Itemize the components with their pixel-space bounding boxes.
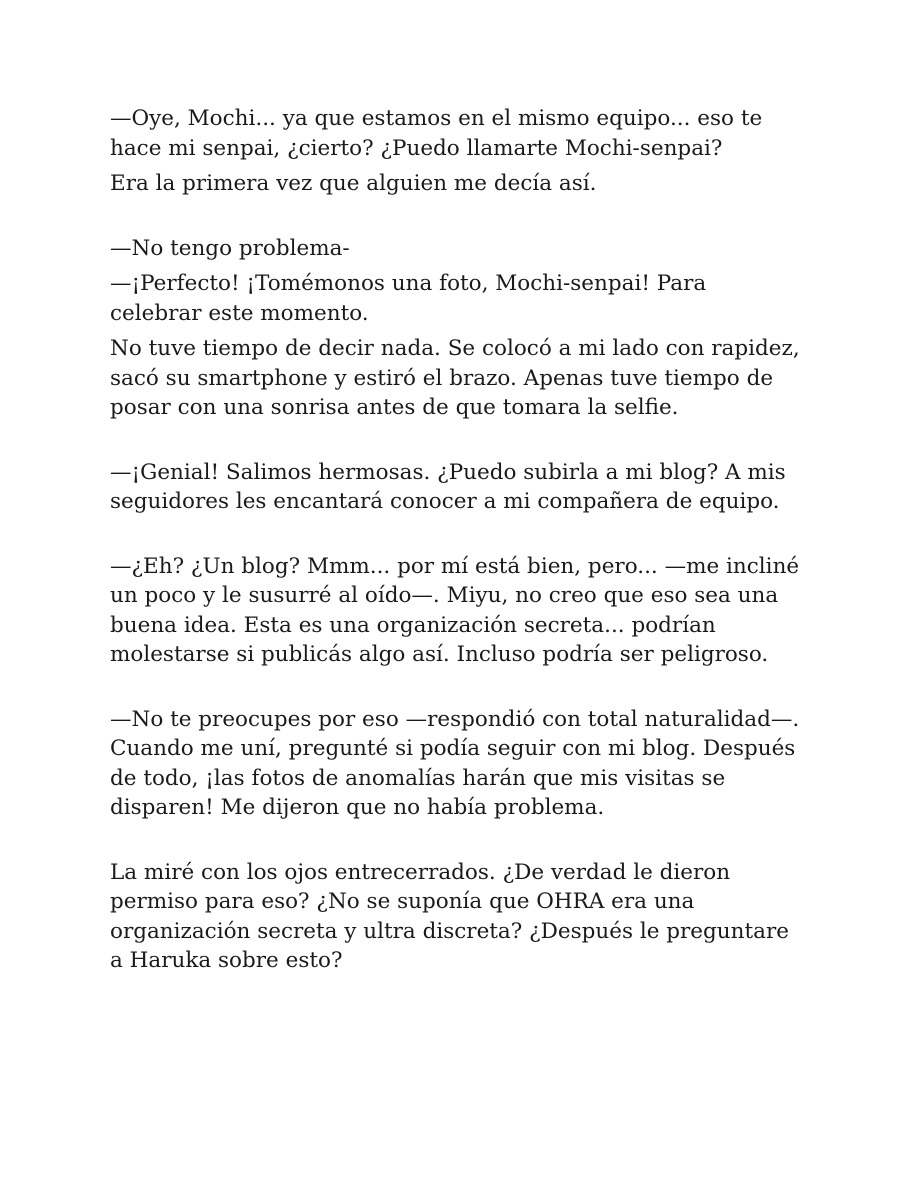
paragraph: Era la primera vez que alguien me decía así. bbox=[110, 171, 597, 196]
paragraph: —¡Genial! Salimos hermosas. ¿Puedo subirla a mi blog? A mis seguidores les encantará conocer a mi compañera de equipo. bbox=[110, 459, 786, 514]
paragraph: La miré con los ojos entrecerrados. ¿De verdad le dieron permiso para eso? ¿No se suponía que OHRA era una organización secreta y ultra discreta? ¿Después le preguntare a Haruka sobre esto? bbox=[110, 859, 789, 973]
paragraph: —No te preocupes por eso —respondió con total naturalidad—. Cuando me uní, pregunté si podía seguir con mi blog. Después de todo, ¡las fotos de anomalías harán que mis visitas se disparen! Me dijeron que no había problema. bbox=[110, 706, 800, 820]
document-body bbox=[110, 104, 800, 976]
paragraph: No tuve tiempo de decir nada. Se colocó a mi lado con rapidez, sacó su smartphone y estiró el brazo. Apenas tuve tiempo de posar con una sonrisa antes de que tomara la selfie. bbox=[110, 336, 800, 420]
paragraph: —¿Eh? ¿Un blog? Mmm... por mí está bien, pero... —me incliné un poco y le susurré al oído—. Miyu, no creo que eso sea una buena idea. Esta es una organización secreta... podrían molestarse si publicás algo así. Incluso podría ser peligroso. bbox=[110, 553, 800, 667]
paragraph: —No tengo problema- bbox=[110, 235, 350, 261]
paragraph: —¡Perfecto! ¡Tomémonos una foto, Mochi-senpai! Para celebrar este momento. bbox=[110, 271, 707, 326]
paragraph: —Oye, Mochi... ya que estamos en el mismo equipo... eso te hace mi senpai, ¿cierto? ¿Puedo llamarte Mochi-senpai? bbox=[110, 106, 763, 161]
